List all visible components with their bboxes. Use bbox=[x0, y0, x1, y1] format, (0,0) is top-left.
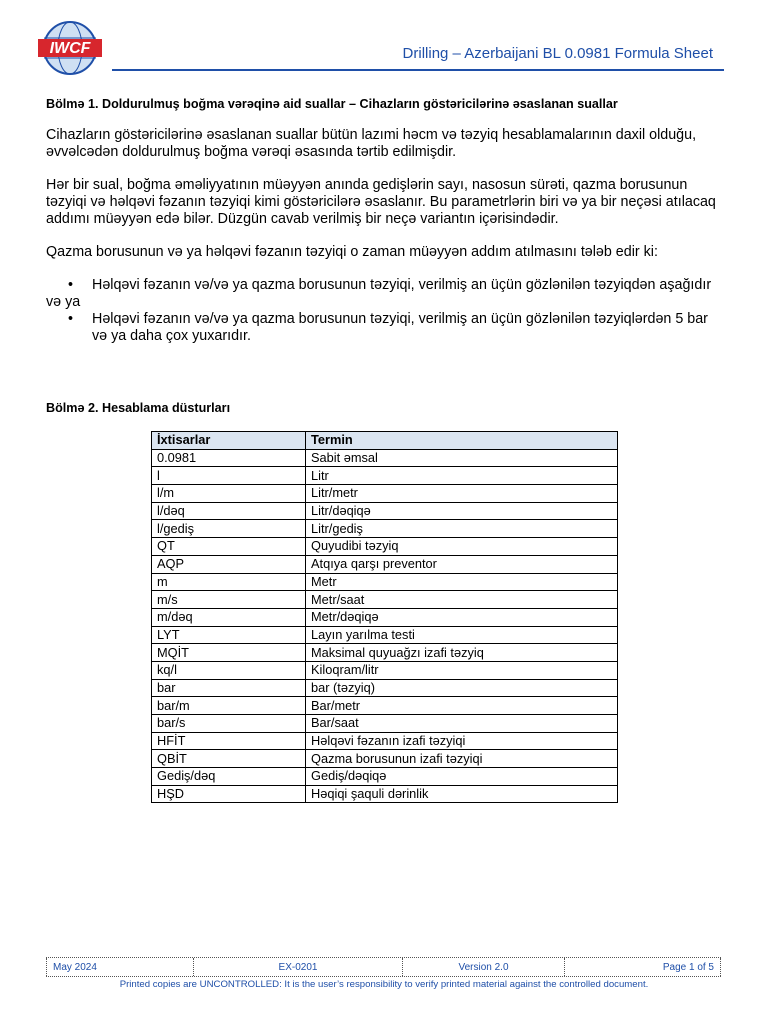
table-row bbox=[152, 555, 618, 573]
section-2-heading: Bölmə 2. Hesablama düsturları bbox=[46, 401, 231, 415]
term-cell: Gediş/dəqiqə bbox=[306, 768, 618, 786]
abbreviation-cell: 0.0981 bbox=[152, 449, 306, 467]
abbreviation-cell: kq/l bbox=[152, 661, 306, 679]
term-cell: Litr/dəqiqə bbox=[306, 502, 618, 520]
abbreviation-cell: m bbox=[152, 573, 306, 591]
term-cell: Layın yarılma testi bbox=[306, 626, 618, 644]
section-1 bbox=[46, 96, 724, 345]
header-divider bbox=[112, 69, 724, 71]
table-row bbox=[152, 715, 618, 733]
table-row bbox=[152, 608, 618, 626]
condition-list-2 bbox=[46, 311, 724, 345]
term-cell: Həqiqi şaquli dərinlik bbox=[306, 785, 618, 803]
table-row bbox=[152, 732, 618, 750]
table-row bbox=[152, 750, 618, 768]
term-cell: Qazma borusunun izafi təzyiqi bbox=[306, 750, 618, 768]
table-row bbox=[152, 538, 618, 556]
condition-bullet-1: • Həlqəvi fəzanın və/və ya qazma borusunun təzyiqi, verilmiş an üçün gözlənilən təzyiqdən aşağıdır bbox=[92, 277, 724, 294]
table-row bbox=[152, 485, 618, 503]
term-cell: Litr bbox=[306, 467, 618, 485]
table-row bbox=[152, 520, 618, 538]
term-cell: Metr/saat bbox=[306, 591, 618, 609]
abbreviation-cell: l/dəq bbox=[152, 502, 306, 520]
term-cell: Bar/metr bbox=[306, 697, 618, 715]
section-1-paragraph-3: Qazma borusunun və ya həlqəvi fəzanın təzyiqi o zaman müəyyən addım atılmasını tələb edir ki: bbox=[46, 244, 658, 260]
term-cell: Həlqəvi fəzanın izafi təzyiqi bbox=[306, 732, 618, 750]
abbreviation-cell: m/s bbox=[152, 591, 306, 609]
term-cell: bar (təzyiq) bbox=[306, 679, 618, 697]
term-cell: Litr/metr bbox=[306, 485, 618, 503]
abbreviation-cell: l/gediş bbox=[152, 520, 306, 538]
abbreviation-cell: MQİT bbox=[152, 644, 306, 662]
footer-page-number: Page 1 of 5 bbox=[564, 958, 721, 976]
abbreviation-cell: bar/m bbox=[152, 697, 306, 715]
term-cell: Maksimal quyuağzı izafi təzyiq bbox=[306, 644, 618, 662]
abbreviation-cell: bar/s bbox=[152, 715, 306, 733]
term-cell: Atqıya qarşı preventor bbox=[306, 555, 618, 573]
footer-version: Version 2.0 bbox=[402, 958, 564, 976]
table-row bbox=[152, 573, 618, 591]
footer-date: May 2024 bbox=[46, 958, 193, 976]
section-1-paragraph-1: Cihazların göstəricilərinə əsaslanan suallar bütün lazımi həcm və təzyiq hesablamalarının daxil olduğu, əvvəlcədən doldurulmuş boğma vərəqi əsasında tərtib edilmişdir. bbox=[46, 127, 697, 160]
abbreviation-cell: HFİT bbox=[152, 732, 306, 750]
term-cell: Metr/dəqiqə bbox=[306, 608, 618, 626]
abbreviation-cell: AQP bbox=[152, 555, 306, 573]
term-cell: Sabit əmsal bbox=[306, 449, 618, 467]
logo-text: IWCF bbox=[49, 40, 91, 57]
term-cell: Litr/gediş bbox=[306, 520, 618, 538]
table-row bbox=[152, 697, 618, 715]
section-1-heading: Bölmə 1. Doldurulmuş boğma vərəqinə aid suallar – Cihazların göstəricilərinə əsaslanan suallar bbox=[46, 97, 618, 111]
column-header-abbreviation: İxtisarlar bbox=[152, 432, 306, 450]
condition-joiner: və ya bbox=[46, 294, 81, 310]
table-row bbox=[152, 591, 618, 609]
table-row bbox=[152, 661, 618, 679]
column-header-term: Termin bbox=[306, 432, 618, 450]
table-row bbox=[152, 502, 618, 520]
table-row bbox=[152, 644, 618, 662]
abbreviation-cell: bar bbox=[152, 679, 306, 697]
document-title: Drilling – Azerbaijani BL 0.0981 Formula Sheet bbox=[402, 45, 713, 62]
table-row bbox=[152, 768, 618, 786]
section-1-paragraph-2: Hər bir sual, boğma əməliyyatının müəyyən anında gedişlərin sayı, nasosun sürəti, qazma borusunun təzyiqi və həlqəvi fəzanın təzyiqi kimi göstəricilərə əsaslanır. Bu parametrlərin biri və ya bir neçəsi atılacaq addımı müəyyən edə bilər. Düzgün cavab verilmiş bir neçə variantın içərisindədir. bbox=[46, 177, 716, 227]
condition-list-1 bbox=[46, 277, 724, 294]
table-row bbox=[152, 449, 618, 467]
abbreviation-cell: l bbox=[152, 467, 306, 485]
table-row bbox=[152, 467, 618, 485]
abbreviation-cell: HŞD bbox=[152, 785, 306, 803]
table-row bbox=[152, 626, 618, 644]
term-cell: Metr bbox=[306, 573, 618, 591]
abbreviation-cell: m/dəq bbox=[152, 608, 306, 626]
abbreviation-cell: LYT bbox=[152, 626, 306, 644]
abbreviation-cell: QBİT bbox=[152, 750, 306, 768]
page-footer bbox=[46, 957, 721, 977]
term-cell: Kiloqram/litr bbox=[306, 661, 618, 679]
abbreviation-cell: l/m bbox=[152, 485, 306, 503]
footer-disclaimer: Printed copies are UNCONTROLLED: It is the user’s responsibility to verify printed material against the controlled document. bbox=[119, 979, 649, 990]
abbreviation-cell: Gediş/dəq bbox=[152, 768, 306, 786]
table-row bbox=[152, 785, 618, 803]
term-cell: Quyudibi təzyiq bbox=[306, 538, 618, 556]
iwcf-logo bbox=[36, 20, 106, 78]
table-row bbox=[152, 679, 618, 697]
footer-doc-code: EX-0201 bbox=[193, 958, 402, 976]
abbreviation-cell: QT bbox=[152, 538, 306, 556]
abbreviations-table bbox=[151, 431, 618, 803]
table-header-row bbox=[152, 432, 618, 450]
term-cell: Bar/saat bbox=[306, 715, 618, 733]
condition-bullet-2: • Həlqəvi fəzanın və/və ya qazma borusunun təzyiqi, verilmiş an üçün gözlənilən təzyiqlərdən 5 bar və ya daha çox yuxarıdır. bbox=[92, 311, 724, 345]
